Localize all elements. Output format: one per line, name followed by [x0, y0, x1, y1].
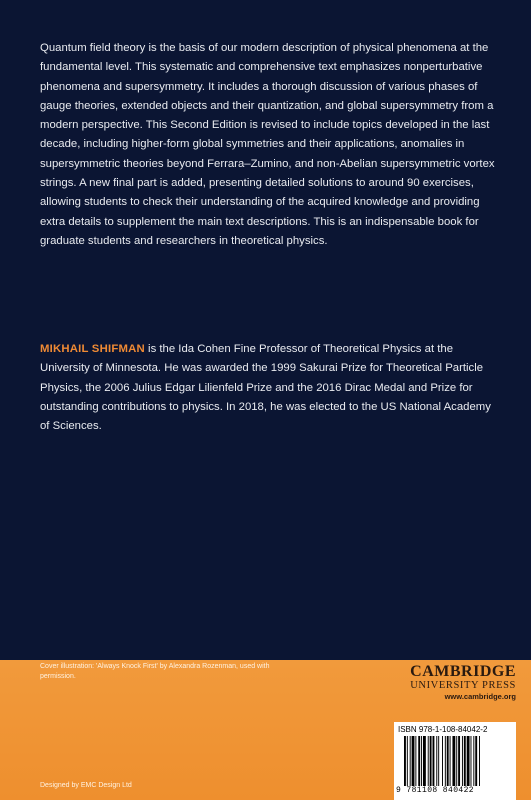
barcode-icon: [404, 736, 506, 786]
publisher-name: CAMBRIDGE: [410, 663, 516, 680]
book-description: Quantum field theory is the basis of our modern description of physical phenomena at the fundamental level. This systematic and comprehensive text emphasizes nonperturbative phenomena and supersymmetry. It includes a thorough discussion of various phases of gauge theories, extended objects and their quantization, and global supersymmetry from a modern perspective. This Second Edition is revised to include topics developed in the last decade, including higher-form global symmetries and their applications, anomalies in supersymmetric theories beyond Ferrara–Zumino, and non-Abelian supersymmetric vortex strings. A new final part is added, presenting detailed solutions to around 90 exercises, allowing students to check their understanding of the acquired knowledge and providing extra details to supplement the main text descriptions. This is an indispensable book for graduate students and researchers in theoretical physics.: [40, 42, 495, 247]
publisher-logo: [366, 663, 516, 702]
publisher-url: www.cambridge.org: [444, 692, 516, 701]
isbn-label: ISBN 978-1-108-84042-2: [398, 725, 488, 734]
designer-credit: Designed by EMC Design Ltd: [40, 782, 132, 789]
author-name: MIKHAIL SHIFMAN: [40, 343, 145, 355]
cover-bottom-band: [0, 660, 531, 800]
author-bio-text: is the Ida Cohen Fine Professor of Theoretical Physics at the University of Minnesota. He was awarded the 1999 Sakurai Prize for Theoretical Particle Physics, the 2006 Julius Edgar Lilienfeld Prize and the 2016 Dirac Medal and Prize for outstanding contributions to physics. In 2018, he was elected to the US National Academy of Sciences.: [40, 343, 491, 433]
publisher-press: UNIVERSITY PRESS: [410, 680, 516, 691]
cover-illustration-credit: Cover illustration: 'Always Knock First' by Alexandra Rozenman, used with permission.: [40, 663, 270, 680]
author-bio: [40, 340, 495, 436]
barcode-digits: 9 781108 840422: [396, 786, 475, 795]
barcode-panel: [394, 722, 516, 800]
